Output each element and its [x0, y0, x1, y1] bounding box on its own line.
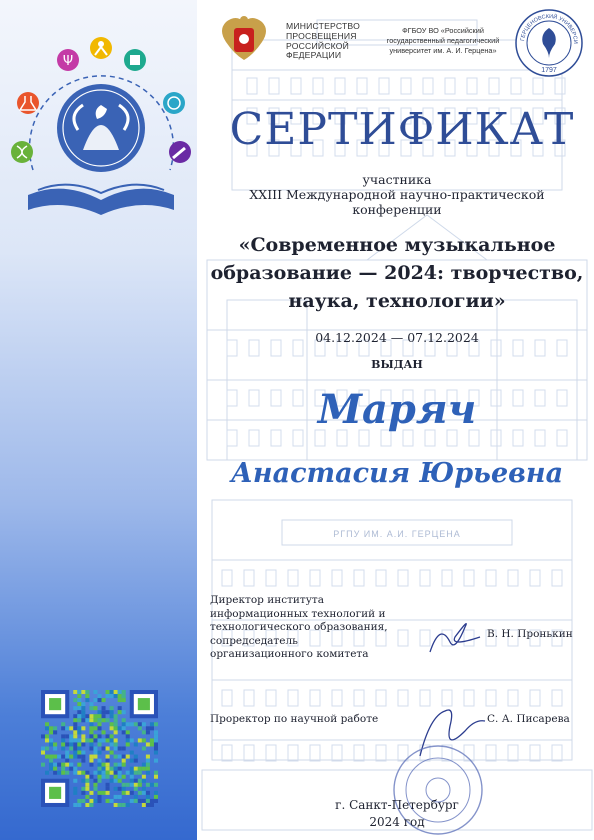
recipient-last-name: Маряч — [317, 386, 477, 433]
conference-dates: 04.12.2024 — 07.12.2024 — [315, 330, 479, 345]
conference-line-1: XXIII Международной научно-практической — [249, 187, 545, 202]
university-seal-icon — [514, 8, 584, 78]
svg-text:Ψ: Ψ — [62, 54, 74, 69]
conference-title-line-1: «Современное музыкальное — [238, 234, 556, 256]
university-line-3: университет им. А. И. Герцена» — [389, 46, 497, 55]
certificate-title: СЕРТИФИКАТ — [229, 104, 575, 155]
university-line-1: ФГБОУ ВО «Российский — [402, 26, 484, 35]
director-line-3: технологического образования, — [210, 621, 388, 633]
director-line-4: сопредседатель — [210, 634, 298, 647]
qr-code — [41, 690, 158, 807]
prorector-title: Проректор по научной работе — [210, 713, 379, 725]
year: 2024 год — [369, 815, 425, 829]
director-name: В. Н. Пронькин — [487, 628, 573, 640]
building-sign: РГПУ ИМ. А.И. ГЕРЦЕНА — [333, 529, 461, 539]
university-name — [368, 26, 518, 56]
issued-label: ВЫДАН — [371, 358, 423, 371]
director-line-5: организационного комитета — [210, 648, 369, 660]
ministry-emblem-icon — [212, 14, 276, 66]
participant-label: участника — [362, 172, 432, 187]
city: г. Санкт-Петербург — [335, 798, 459, 812]
director-signature — [425, 612, 485, 662]
conference-line-2: конференции — [352, 202, 442, 217]
prorector-name: С. А. Писарева — [487, 713, 570, 725]
conference-title-line-3: наука, технологии» — [288, 290, 506, 312]
seal-year: 1797 — [541, 67, 557, 74]
recipient-first-names: Анастасия Юрьевна — [230, 458, 564, 489]
seal-text: ГЕРЦЕНОВСКИЙ УНИВЕРСИ — [520, 13, 579, 44]
conference-title-line-2: образование — 2024: творчество, — [210, 262, 584, 284]
globe-icon — [163, 92, 185, 114]
director-line-1: Директор института — [210, 594, 324, 606]
conference-emblem — [8, 30, 193, 225]
director-title — [210, 594, 430, 662]
university-line-2: государственный педагогический — [386, 36, 500, 45]
director-line-2: информационных технологий и — [210, 607, 386, 620]
ministry-name: МИНИСТЕРСТВО ПРОСВЕЩЕНИЯ РОССИЙСКОЙ ФЕДЕРАЦИИ — [286, 21, 360, 61]
